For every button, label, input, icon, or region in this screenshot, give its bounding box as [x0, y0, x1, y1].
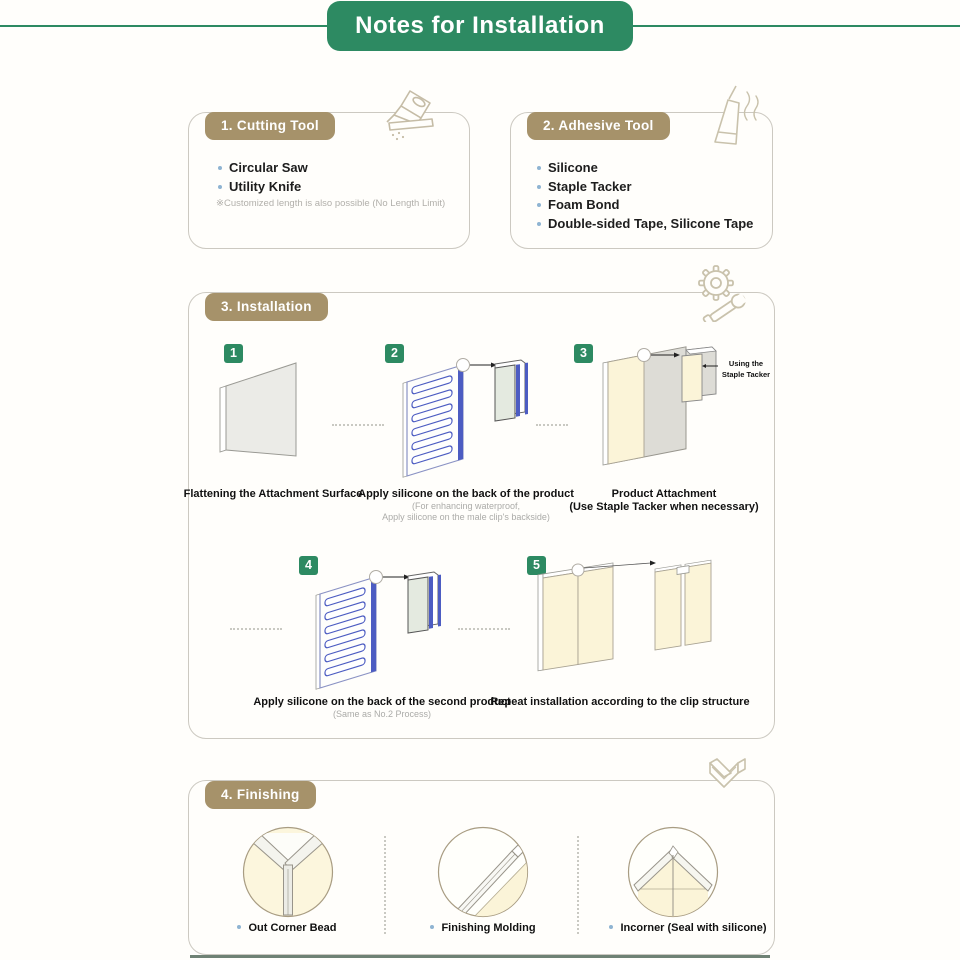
- finishing-caption-incorner: [598, 922, 778, 934]
- bullet-dot: [537, 203, 541, 207]
- step-divider-dotted: [230, 628, 282, 630]
- caption-subtext: Apply silicone on the male clip's backside): [382, 512, 550, 523]
- cutting-tool-list: [218, 159, 308, 196]
- bullet-dot: [430, 925, 434, 929]
- finishing-divider-dotted: [577, 836, 579, 934]
- step-badge-2: 2: [385, 344, 404, 363]
- bullet-dot: [537, 185, 541, 189]
- list-item-label: Staple Tacker: [548, 178, 632, 194]
- step2-silicone-diagram: [383, 350, 533, 482]
- caption-text: Apply silicone on the back of the product: [358, 488, 574, 500]
- list-item: [537, 178, 753, 197]
- finishing-heading: 4. Finishing: [205, 781, 316, 809]
- header-rule-right: [630, 25, 960, 27]
- cutting-tool-heading: 1. Cutting Tool: [205, 112, 335, 140]
- step3-caption: [553, 488, 775, 514]
- bullet-dot: [218, 166, 222, 170]
- utility-knife-icon: [372, 88, 442, 152]
- step5-caption: [485, 696, 755, 709]
- installation-heading: 3. Installation: [205, 293, 328, 321]
- list-item-label: Utility Knife: [229, 178, 302, 194]
- cutting-note: ※Customized length is also possible (No Length Limit): [216, 198, 446, 209]
- caption-subtext: (For enhancing waterproof,: [411, 501, 521, 512]
- caption-text: Flattening the Attachment Surface: [183, 488, 363, 500]
- silicone-tube-icon: [698, 84, 764, 152]
- finishing-divider-dotted: [384, 836, 386, 934]
- step-divider-dotted: [458, 628, 510, 630]
- step5-repeat-diagram: [523, 556, 718, 684]
- bullet-dot: [237, 925, 241, 929]
- list-item-label: Foam Bond: [548, 197, 620, 212]
- caption-text: Out Corner Bead: [248, 922, 337, 934]
- page-title: Notes for Installation: [327, 1, 633, 51]
- step-divider-dotted: [332, 424, 384, 426]
- finishing-caption-molding: [408, 922, 558, 934]
- step1-caption: [173, 488, 373, 501]
- step-badge-4: 4: [299, 556, 318, 575]
- footer-rule: [190, 955, 770, 958]
- corner-bead-icon: [700, 757, 754, 815]
- step4-silicone-diagram: [296, 562, 446, 694]
- list-item-label: Circular Saw: [229, 160, 308, 175]
- caption-subtext: (Same as No.2 Process): [332, 709, 432, 720]
- list-item: [537, 159, 753, 178]
- bullet-dot: [609, 925, 613, 929]
- adhesive-tool-list: [537, 159, 753, 233]
- bullet-dot: [537, 166, 541, 170]
- caption-text2: (Use Staple Tacker when necessary): [569, 501, 759, 514]
- gear-wrench-icon: [694, 264, 754, 322]
- incorner-diagram: [626, 825, 720, 919]
- caption-text: Repeat installation according to the clip structure: [490, 696, 750, 708]
- bullet-dot: [218, 185, 222, 189]
- adhesive-tool-heading: 2. Adhesive Tool: [527, 112, 670, 140]
- bullet-dot: [537, 222, 541, 226]
- step-badge-1: 1: [224, 344, 243, 363]
- list-item: [537, 215, 753, 234]
- list-item-label: Double-sided Tape, Silicone Tape: [548, 215, 754, 231]
- out-corner-bead-diagram: [241, 825, 335, 919]
- caption-text: Product Attachment: [611, 488, 717, 500]
- step-divider-dotted: [536, 424, 568, 426]
- step4-caption: [247, 696, 517, 720]
- step3-attachment-diagram: [578, 342, 723, 484]
- step3-annotation: Using the Staple Tacker: [721, 359, 771, 380]
- step-badge-3: 3: [574, 344, 593, 363]
- finishing-molding-diagram: [436, 825, 530, 919]
- list-item: [537, 196, 753, 215]
- list-item: [218, 159, 308, 178]
- caption-text: Apply silicone on the back of the second product: [253, 696, 511, 708]
- header-rule-left: [0, 25, 330, 27]
- finishing-caption-out-corner: [212, 922, 362, 934]
- caption-text: Finishing Molding: [441, 922, 536, 934]
- step2-caption: [350, 488, 582, 524]
- list-item: [218, 178, 308, 197]
- step1-flattening-diagram: [208, 350, 328, 478]
- list-item-label: Silicone: [548, 160, 598, 175]
- caption-text: Incorner (Seal with silicone): [620, 922, 767, 934]
- step-badge-5: 5: [527, 556, 546, 575]
